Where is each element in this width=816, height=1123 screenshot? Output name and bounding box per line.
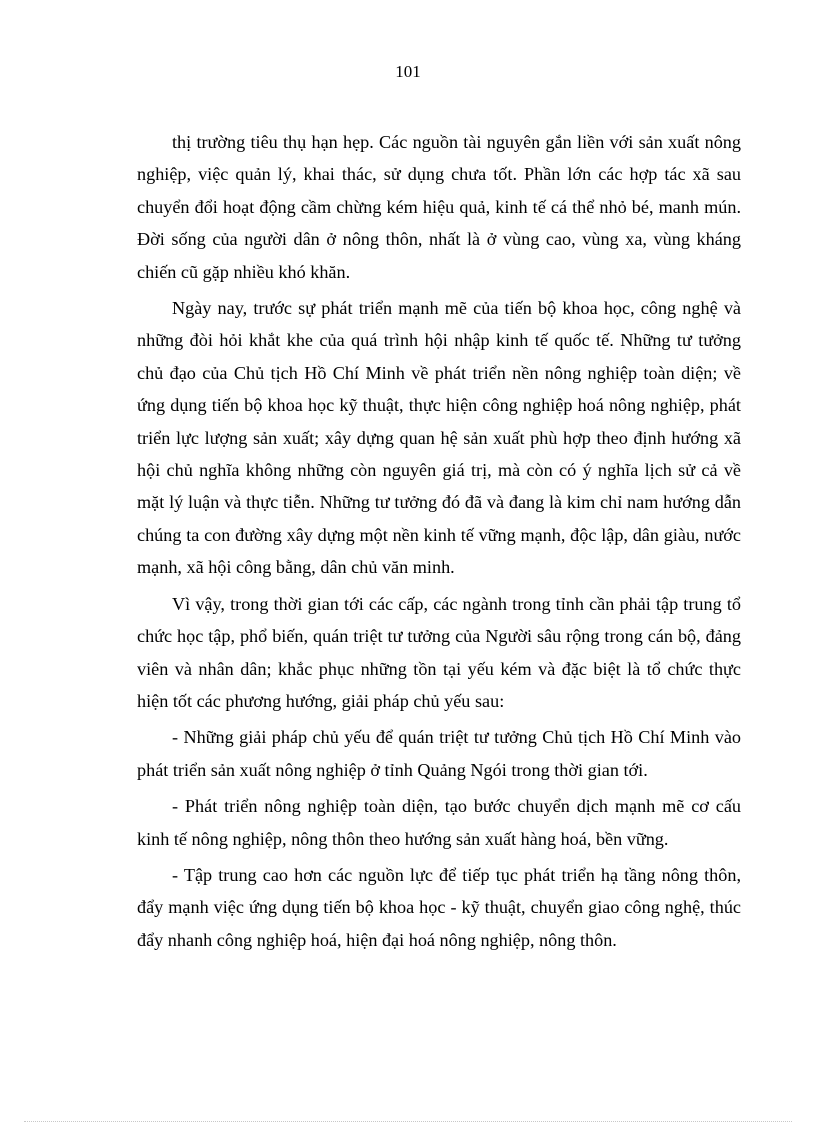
page-bottom-divider [24,1121,792,1122]
page-number: 101 [395,62,421,81]
paragraph-context: Ngày nay, trước sự phát triển mạnh mẽ của tiến bộ khoa học, công nghệ và những đòi hỏi khắt khe của quá trình hội nhập kinh tế quốc tế. Những tư tưởng chủ đạo của Chủ tịch Hồ Chí Minh về phát triển nền nông nghiệp toàn diện; về ứng dụng tiến bộ khoa học kỹ thuật, thực hiện công nghiệp hoá nông nghiệp, phát triển lực lượng sản xuất; xây dựng quan hệ sản xuất phù hợp theo định hướng xã hội chủ nghĩa không những còn nguyên giá trị, mà còn có ý nghĩa lịch sử cả về mặt lý luận và thực tiễn. Những tư tưởng đó đã và đang là kim chỉ nam hướng dẫn chúng ta con đường xây dựng một nền kinh tế vững mạnh, độc lập, dân giàu, nước mạnh, xã hội công bằng, dân chủ văn minh. [137,298,741,578]
list-item-solution-1: - Những giải pháp chủ yếu để quán triệt tư tưởng Chủ tịch Hồ Chí Minh vào phát triển sản xuất nông nghiệp ở tỉnh Quảng Ngói trong thời gian tới. [137,727,741,780]
paragraph-continuation: thị trường tiêu thụ hạn hẹp. Các nguồn tài nguyên gắn liền với sản xuất nông nghiệp, việc quản lý, khai thác, sử dụng chưa tốt. Phần lớn các hợp tác xã sau chuyển đổi hoạt động cầm chừng kém hiệu quả, kinh tế cá thể nhỏ bé, manh mún. Đời sống của người dân ở nông thôn, nhất là ở vùng cao, vùng xa, vùng kháng chiến cũ gặp nhiều khó khăn. [137,132,741,282]
document-body [137,126,741,956]
paragraph-directives: Vì vậy, trong thời gian tới các cấp, các ngành trong tỉnh cần phải tập trung tổ chức học tập, phổ biến, quán triệt tư tưởng của Người sâu rộng trong cán bộ, đảng viên và nhân dân; khắc phục những tồn tại yếu kém và đặc biệt là tổ chức thực hiện tốt các phương hướng, giải pháp chủ yếu sau: [137,593,741,711]
list-item-solution-2: - Phát triển nông nghiệp toàn diện, tạo bước chuyển dịch mạnh mẽ cơ cấu kinh tế nông nghiệp, nông thôn theo hướng sản xuất hàng hoá, bền vững. [137,796,741,849]
list-item-solution-3: - Tập trung cao hơn các nguồn lực để tiếp tục phát triển hạ tầng nông thôn, đẩy mạnh việc ứng dụng tiến bộ khoa học - kỹ thuật, chuyển giao công nghệ, thúc đẩy nhanh công nghiệp hoá, hiện đại hoá nông nghiệp, nông thôn. [137,864,741,950]
